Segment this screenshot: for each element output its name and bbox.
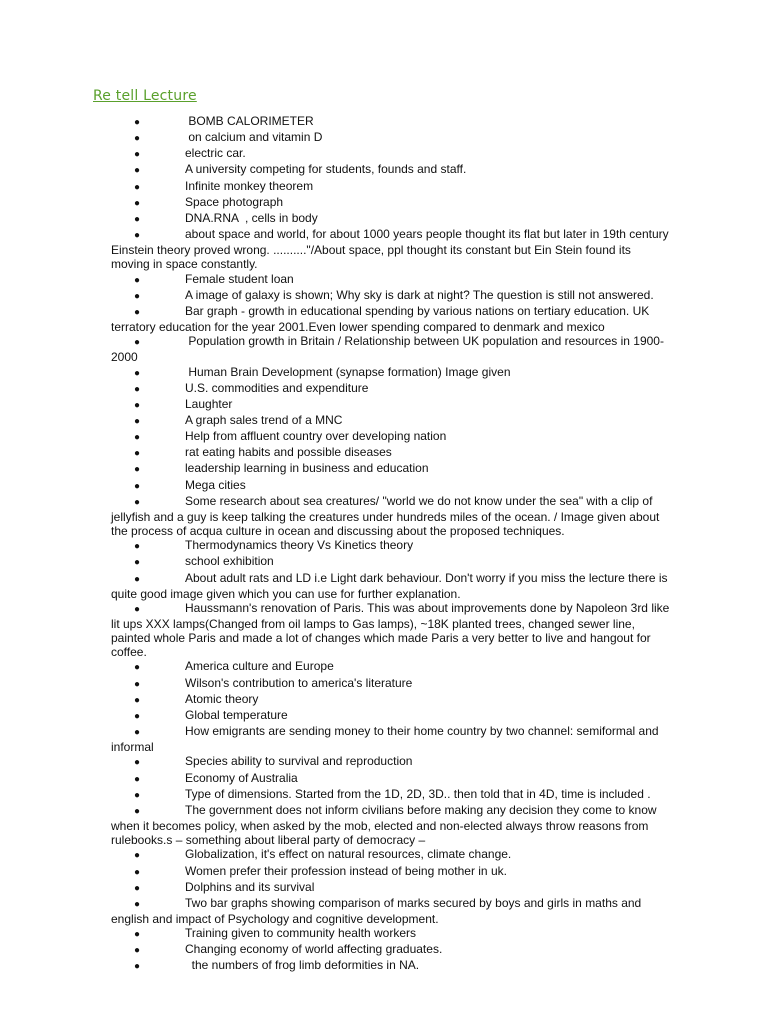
list-item-text: electric car. bbox=[185, 146, 246, 161]
list-item bbox=[111, 179, 671, 195]
list-item-text: Globalization, it's effect on natural resources, climate change. bbox=[185, 847, 512, 862]
list-item bbox=[111, 958, 671, 974]
list-item bbox=[111, 494, 671, 538]
list-item-text: Bar graph - growth in educational spending by various nations on tertiary education. UK terratory education for the year 2001.Even lower spending compared to denmark and mexico bbox=[111, 303, 653, 335]
list-item bbox=[111, 211, 671, 227]
list-item bbox=[111, 787, 671, 803]
list-item-text: rat eating habits and possible diseases bbox=[185, 445, 392, 460]
list-item-text: A graph sales trend of a MNC bbox=[185, 412, 343, 427]
bullet-icon: ● bbox=[134, 399, 141, 411]
list-item bbox=[111, 754, 671, 770]
bullet-icon: ● bbox=[134, 694, 141, 706]
list-item-text: A university competing for students, founds and staff. bbox=[185, 162, 467, 177]
bullet-icon: ● bbox=[134, 961, 141, 973]
bullet-icon: ● bbox=[134, 710, 141, 722]
bullet-icon: ● bbox=[134, 662, 141, 674]
list-item-text: America culture and Europe bbox=[185, 659, 334, 674]
list-item bbox=[111, 896, 671, 926]
list-item-text: about space and world, for about 1000 years people thought its flat but later in 19th century Einstein theory proved wrong. .........."/About space, ppl thought its constant but Ein Stein found its moving in space constantly. bbox=[111, 227, 672, 272]
bullet-icon: ● bbox=[134, 603, 141, 615]
list-item bbox=[111, 771, 671, 787]
bullet-icon: ● bbox=[134, 773, 141, 785]
bullet-icon: ● bbox=[134, 541, 141, 553]
list-item-text: Thermodynamics theory Vs Kinetics theory bbox=[185, 538, 414, 553]
list-item-text: Population growth in Britain / Relationship between UK population and resources in 1900-2000 bbox=[111, 334, 664, 365]
list-item bbox=[111, 413, 671, 429]
list-item-text: DNA.RNA , cells in body bbox=[185, 210, 318, 225]
bullet-icon: ● bbox=[134, 573, 141, 585]
bullet-icon: ● bbox=[134, 230, 141, 242]
list-item-text: Some research about sea creatures/ "world we do not know under the sea" with a clip of jellyfish and a guy is keep talking the creatures under hundreds miles of the ocean. / Image given about the process of acqua culture in ocean and discussing about the proposed techniques. bbox=[111, 493, 663, 539]
bullet-icon: ● bbox=[134, 557, 141, 569]
list-item-text: school exhibition bbox=[185, 554, 274, 569]
list-item-text: Help from affluent country over developing nation bbox=[185, 429, 447, 444]
list-item bbox=[111, 272, 671, 288]
list-item-text: on calcium and vitamin D bbox=[185, 130, 323, 145]
list-item-text: Infinite monkey theorem bbox=[185, 178, 314, 193]
bullet-icon: ● bbox=[134, 866, 141, 878]
list-item bbox=[111, 365, 671, 381]
bullet-icon: ● bbox=[134, 415, 141, 427]
list-item-text: the numbers of frog limb deformities in NA. bbox=[185, 958, 420, 973]
document-heading: Re tell Lecture bbox=[93, 88, 197, 104]
list-item-text: How emigrants are sending money to their home country by two channel: semiformal and informal bbox=[111, 724, 662, 755]
list-item-text: Haussmann's renovation of Paris. This was about improvements done by Napoleon 3rd like lit ups XXX lamps(Changed from oil lamps to Gas lamps), ~18K planted trees, changed sewer line, painted whole Paris and made a lot of changes which made Paris a very better to live and hangout for coffee. bbox=[111, 600, 673, 660]
bullet-icon: ● bbox=[134, 337, 141, 349]
bullet-icon: ● bbox=[134, 480, 141, 492]
list-item bbox=[111, 334, 671, 364]
bullet-icon: ● bbox=[134, 290, 141, 302]
list-item-text: Human Brain Development (synapse formation) Image given bbox=[185, 364, 511, 379]
list-item bbox=[111, 397, 671, 413]
bullet-icon: ● bbox=[134, 432, 141, 444]
list-item-text: Atomic theory bbox=[185, 691, 259, 706]
list-item bbox=[111, 195, 671, 211]
list-item bbox=[111, 478, 671, 494]
list-item bbox=[111, 864, 671, 880]
list-item bbox=[111, 880, 671, 896]
list-item-text: The government does not inform civilians before making any decision they come to know when it becomes policy, when asked by the mob, elected and non-elected always throw reasons from rulebooks.s – something about liberal party of democracy – bbox=[111, 802, 660, 848]
list-item-text: Species ability to survival and reproduction bbox=[185, 754, 413, 769]
list-item-text: Dolphins and its survival bbox=[185, 879, 315, 894]
bullet-icon: ● bbox=[134, 882, 141, 894]
list-item-text: Economy of Australia bbox=[185, 770, 298, 785]
bullet-icon: ● bbox=[134, 727, 141, 739]
bullet-icon: ● bbox=[134, 757, 141, 769]
bullet-icon: ● bbox=[134, 274, 141, 286]
list-item-text: Mega cities bbox=[185, 477, 246, 492]
list-item bbox=[111, 601, 671, 660]
list-item-text: Space photograph bbox=[185, 194, 284, 209]
bullet-icon: ● bbox=[134, 133, 141, 145]
list-item bbox=[111, 304, 671, 334]
list-item-text: Two bar graphs showing comparison of marks secured by boys and girls in maths and english and impact of Psychology and cognitive development. bbox=[111, 895, 645, 926]
bullet-icon: ● bbox=[134, 805, 141, 817]
bullet-icon: ● bbox=[134, 945, 141, 957]
list-item bbox=[111, 227, 671, 271]
list-item-text: Type of dimensions. Started from the 1D, 2D, 3D.. then told that in 4D, time is included . bbox=[185, 786, 651, 801]
list-item-text: Changing economy of world affecting graduates. bbox=[185, 942, 443, 957]
list-item-text: leadership learning in business and education bbox=[185, 461, 429, 476]
bullet-icon: ● bbox=[134, 789, 141, 801]
list-item bbox=[111, 926, 671, 942]
list-item bbox=[111, 571, 671, 601]
bullet-icon: ● bbox=[134, 464, 141, 476]
list-item-text: Laughter bbox=[185, 396, 233, 411]
list-item-text: U.S. commodities and expenditure bbox=[185, 380, 369, 395]
list-item bbox=[111, 146, 671, 162]
list-item bbox=[111, 162, 671, 178]
bullet-icon: ● bbox=[134, 117, 141, 128]
list-item bbox=[111, 381, 671, 397]
bullet-icon: ● bbox=[134, 181, 141, 193]
bullet-icon: ● bbox=[134, 850, 141, 862]
bullet-icon: ● bbox=[134, 678, 141, 690]
list-item bbox=[111, 676, 671, 692]
list-item-text: BOMB CALORIMETER bbox=[185, 114, 314, 128]
list-item-text: Training given to community health workers bbox=[185, 926, 416, 941]
list-item bbox=[111, 659, 671, 675]
list-item bbox=[111, 461, 671, 477]
list-item-text: Wilson's contribution to america's literature bbox=[185, 675, 413, 690]
list-item-text: A image of galaxy is shown; Why sky is dark at night? The question is still not answered. bbox=[185, 287, 654, 302]
bullet-icon: ● bbox=[134, 197, 141, 209]
list-item-text: About adult rats and LD i.e Light dark behaviour. Don't worry if you miss the lecture there is quite good image given which you can use for further explanation. bbox=[111, 570, 671, 601]
lecture-topic-list bbox=[111, 114, 671, 975]
bullet-icon: ● bbox=[134, 383, 141, 395]
bullet-icon: ● bbox=[134, 306, 141, 318]
list-item-text: Global temperature bbox=[185, 707, 288, 722]
list-item bbox=[111, 692, 671, 708]
list-item bbox=[111, 288, 671, 304]
bullet-icon: ● bbox=[134, 448, 141, 460]
list-item bbox=[111, 803, 671, 847]
list-item bbox=[111, 538, 671, 554]
list-item bbox=[111, 942, 671, 958]
bullet-icon: ● bbox=[134, 213, 141, 225]
bullet-icon: ● bbox=[134, 367, 141, 379]
list-item-text: Female student loan bbox=[185, 271, 294, 286]
list-item bbox=[111, 130, 671, 146]
bullet-icon: ● bbox=[134, 898, 141, 910]
list-item bbox=[111, 724, 671, 754]
list-item bbox=[111, 429, 671, 445]
list-item bbox=[111, 445, 671, 461]
list-item bbox=[111, 554, 671, 570]
bullet-icon: ● bbox=[134, 149, 141, 161]
bullet-icon: ● bbox=[134, 929, 141, 941]
list-item-text: Women prefer their profession instead of being mother in uk. bbox=[185, 863, 507, 878]
list-item bbox=[111, 847, 671, 863]
bullet-icon: ● bbox=[134, 496, 141, 508]
list-item bbox=[111, 708, 671, 724]
bullet-icon: ● bbox=[134, 165, 141, 177]
list-item bbox=[111, 114, 671, 130]
